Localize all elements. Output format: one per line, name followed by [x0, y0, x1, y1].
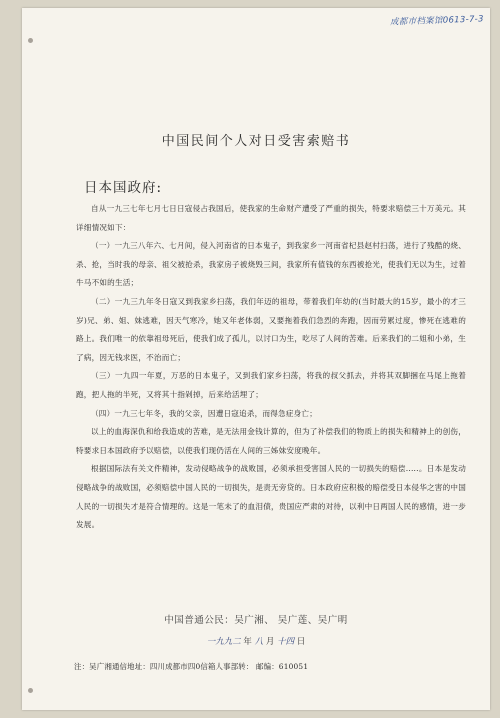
date-year-suffix: 年: [240, 637, 255, 647]
paragraph-item-4: （四）一九三七年冬，我的父亲，因遭日寇追杀，而得急症身亡；: [91, 408, 318, 418]
date-month: 八: [254, 637, 264, 647]
paragraph-item-2: （二）一九三九年冬日寇又到我家乡扫荡，我们年迈的祖母，带着我们年幼的(当时最大的15岁，最小的才三岁)兄、弟、姐、妹逃难，因天气寒冷，她又年老体弱，又要拖着我们急烈的奔跑，因而劳累过度，惨死在逃难的路上。我们唯一的依靠祖母死后，使我们成了孤儿，以讨口为生，吃尽了人间的苦难。后来我们的二姐和小弟，生了病，因无钱求医，不治而亡；: [76, 296, 466, 362]
signature-line: 中国普通公民：吴广湘、 吴广莲、吴广明: [164, 615, 348, 626]
date-year: 一九九二: [206, 637, 241, 647]
document-title: 中国民间个人对日受害索赔书: [161, 134, 351, 149]
date-day-suffix: 日: [294, 637, 306, 647]
binding-hole-mark: [28, 688, 33, 693]
binding-hole-mark: [28, 38, 33, 43]
paragraph-item-3: （三）一九四一年夏，万恶的日本鬼子，又到我们家乡扫荡，将我的叔父抓去，并将其双脚捆在马尾上拖着跑，把人拖的半死，又将其十指剁掉，后来给活埋了；: [76, 371, 466, 399]
paragraph-intro: 自从一九三七年七月七日日寇侵占我国后，使我家的生命财产遭受了严重的损失，特要求赔偿三十万美元。其详细情况如下：: [76, 204, 466, 232]
date-line: [22, 635, 490, 647]
date-day: 十四: [277, 637, 295, 647]
paragraph-legal-basis: 根据国际法有关文件精神，发动侵略战争的战败国，必须承担受害国人民的一切损失的赔偿.....。日本是发动侵略战争的战败国，必须赔偿中国人民的一切损失，是责无旁贷的。日本政府应积极的赔偿受日本侵华之害的中国人民的一切损失才是符合情理的。这是一笔未了的血泪债，贵国应严肃的对待，以利中日两国人民的感情，进一步发展。: [76, 464, 466, 530]
salutation: 日本国政府:: [84, 180, 163, 196]
paragraph-summary: 以上的血海深仇和给我造成的苦难，是无法用金钱计算的，但为了补偿我们的物质上的损失和精神上的创伤，特要求日本国政府予以赔偿，以使我们现仍活在人间的三姊妹安度晚年。: [76, 427, 466, 455]
address-note: 注：吴广湘通信地址：四川成都市四0信箱人事部转： 邮编：610051: [74, 662, 309, 671]
document-page: [22, 8, 490, 710]
letter-body: [76, 200, 466, 535]
archive-stamp: 成都市档案馆0613-7-3: [390, 14, 485, 28]
date-month-suffix: 月: [263, 637, 278, 647]
paragraph-item-1: （一）一九三八年六、七月间，侵入河南省的日本鬼子，到我家乡一河南省杞县赵村扫荡，进行了残酷的烧、杀、抢，当时我的母亲、祖父被抢杀，我家房子被烧毁三间，我家所有值钱的东西被抢光，使我们无以为生，过着牛马不如的生活；: [76, 241, 466, 288]
